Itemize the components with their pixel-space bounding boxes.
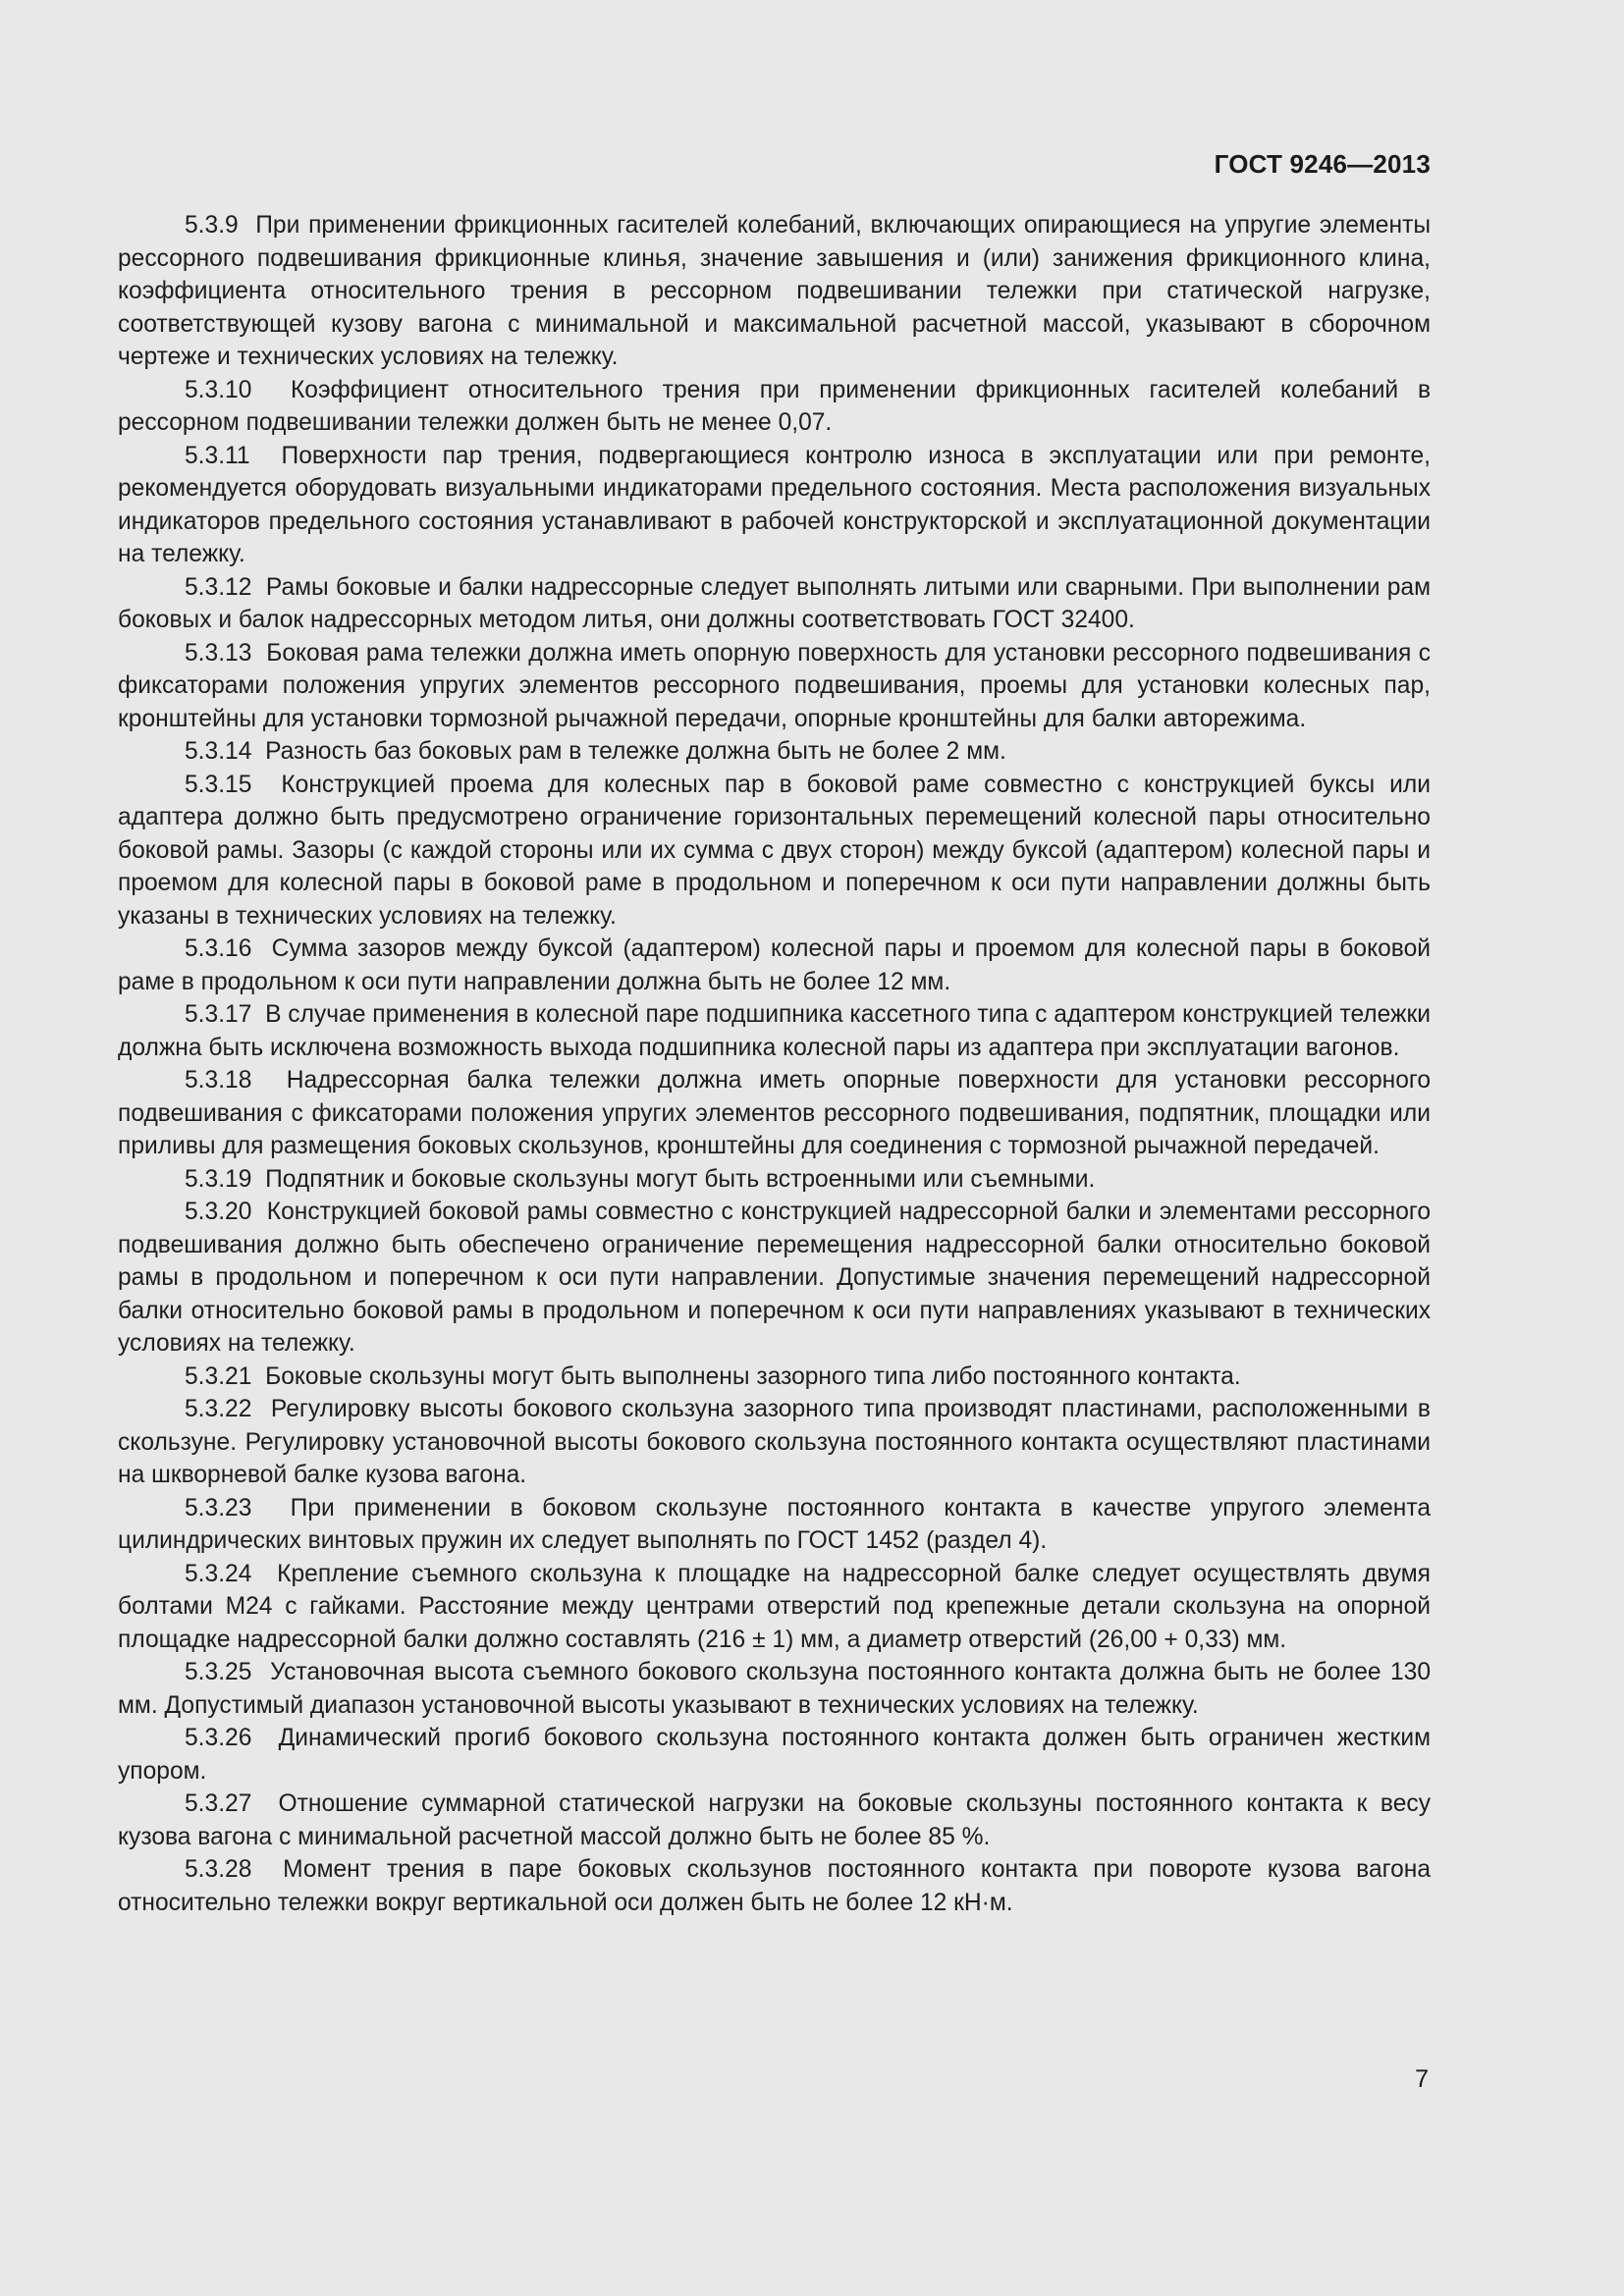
paragraph-text: Рамы боковые и балки надрессорные следует выполнять литыми или сварными. При выполнении рам боковых и балок надрессорных методом литья, они должны соответствовать ГОСТ 32400. — [118, 573, 1431, 633]
paragraph-text: Подпятник и боковые скользуны могут быть встроенными или съемными. — [265, 1165, 1096, 1193]
paragraph — [118, 1853, 1431, 1919]
paragraph-number: 5.3.25 — [185, 1659, 252, 1685]
paragraph-text: Коэффициент относительного трения при применении фрикционных гасителей колебаний в рессорном подвешивании тележки должен быть не менее 0,07. — [118, 376, 1432, 436]
paragraph — [118, 1361, 1431, 1394]
paragraph-number: 5.3.12 — [185, 573, 252, 601]
paragraph-number: 5.3.24 — [185, 1560, 252, 1587]
paragraph-text: При применении фрикционных гасителей колебаний, включающих опирающиеся на упругие элементы рессорного подвешивания фрикционные клинья, значение завышения и (или) занижения фрикционного клина, коэффициента относительного трения в рессорном подвешивании тележки при статической нагрузке, соответствующей кузову вагона с минимальной и максимальной расчетной массой, указывают в сборочном чертеже и технических условиях на тележку. — [118, 212, 1432, 370]
paragraph — [118, 1656, 1431, 1722]
paragraph-text: Боковые скользуны могут быть выполнены зазорного типа либо постоянного контакта. — [265, 1362, 1241, 1390]
paragraph-text: Крепление съемного скользуна к площадке на надрессорной балке следует осуществлять двумя болтами М24 с гайками. Расстояние между центрами отверстий под крепежные детали скользуна на опорной площадке надрессорной балки должно составлять (216 ± 1) мм, а диаметр отверстий (26,00 + 0,33) мм. — [118, 1560, 1431, 1653]
paragraph-number: 5.3.19 — [185, 1165, 252, 1193]
paragraph — [118, 769, 1431, 934]
paragraph — [118, 374, 1431, 440]
paragraph — [118, 1393, 1431, 1492]
paragraph — [118, 440, 1431, 571]
paragraph-number: 5.3.16 — [185, 935, 252, 962]
paragraph-number: 5.3.27 — [185, 1790, 252, 1817]
paragraph-text: Сумма зазоров между буксой (адаптером) колесной пары и проемом для колесной пары в боковой раме в продольном к оси пути направлении должна быть не более 12 мм. — [118, 935, 1431, 995]
paragraph — [118, 1492, 1431, 1558]
paragraph-number: 5.3.18 — [185, 1067, 252, 1094]
paragraph — [118, 571, 1431, 637]
paragraph — [118, 1558, 1431, 1657]
paragraph — [118, 1163, 1431, 1197]
paragraph — [118, 1064, 1431, 1163]
paragraph — [118, 1722, 1431, 1788]
paragraph-text: Боковая рама тележки должна иметь опорную поверхность для установки рессорного подвешивания с фиксаторами положения упругих элементов рессорного подвешивания, проемы для установки колесных пар, кронштейны для установки тормозной рычажной передачи, опорные кронштейны для балки авторежима. — [118, 639, 1431, 732]
paragraph-number: 5.3.10 — [185, 376, 252, 403]
page-number: 7 — [1415, 2065, 1429, 2093]
paragraph-number: 5.3.11 — [185, 442, 250, 469]
document-body — [118, 209, 1431, 1919]
paragraph-number: 5.3.22 — [185, 1396, 252, 1422]
paragraph-number: 5.3.14 — [185, 738, 252, 765]
paragraph-number: 5.3.20 — [185, 1199, 252, 1225]
paragraph-text: Момент трения в паре боковых скользунов постоянного контакта при повороте кузова вагона относительно тележки вокруг вертикальной оси должен быть не более 12 кН·м. — [118, 1856, 1432, 1916]
paragraph-text: Установочная высота съемного бокового скользуна постоянного контакта должна быть не более 130 мм. Допустимый диапазон установочной высоты указывают в технических условиях на тележку. — [118, 1659, 1431, 1719]
paragraph-text: В случае применения в колесной паре подшипника кассетного типа с адаптером конструкцией тележки должна быть исключена возможность выхода подшипника колесной пары из адаптера при эксплуатации вагонов. — [118, 1001, 1432, 1061]
paragraph-text: Отношение суммарной статической нагрузки на боковые скользуны постоянного контакта к весу кузова вагона с минимальной расчетной массой должно быть не более 85 %. — [118, 1790, 1431, 1850]
paragraph — [118, 933, 1431, 998]
paragraph-text: При применении в боковом скользуне постоянного контакта в качестве упругого элемента цилиндрических винтовых пружин их следует выполнять по ГОСТ 1452 (раздел 4). — [118, 1494, 1431, 1554]
paragraph — [118, 637, 1431, 736]
paragraph-number: 5.3.23 — [185, 1494, 252, 1522]
paragraph-number: 5.3.9 — [185, 212, 239, 239]
paragraph-text: Надрессорная балка тележки должна иметь опорные поверхности для установки рессорного подвешивания с фиксаторами положения упругих элементов рессорного подвешивания, подпятник, площадки или приливы для размещения боковых скользунов, кронштейны для соединения с тормозной рычажной передачей. — [118, 1067, 1432, 1159]
paragraph-text: Динамический прогиб бокового скользуна постоянного контакта должен быть ограничен жестким упором. — [118, 1725, 1431, 1785]
paragraph-number: 5.3.26 — [185, 1725, 252, 1751]
paragraph-number: 5.3.17 — [185, 1001, 252, 1028]
paragraph-number: 5.3.21 — [185, 1362, 252, 1390]
paragraph — [118, 1788, 1431, 1853]
paragraph — [118, 209, 1431, 374]
paragraph-text: Разность баз боковых рам в тележке должна быть не более 2 мм. — [265, 738, 1006, 765]
paragraph-number: 5.3.28 — [185, 1856, 252, 1883]
paragraph — [118, 998, 1431, 1064]
paragraph-text: Конструкцией проема для колесных пар в боковой раме совместно с конструкцией буксы или адаптера должно быть предусмотрено ограничение горизонтальных перемещений колесной пары относительно боковой рамы. Зазоры (с каждой стороны или их сумма с двух сторон) между буксой (адаптером) колесной пары и проемом для колесной пары в боковой раме в продольном и поперечном к оси пути направлении должны быть указаны в технических условиях на тележку. — [118, 771, 1431, 930]
paragraph — [118, 735, 1431, 769]
paragraph — [118, 1196, 1431, 1361]
standard-designation: ГОСТ 9246—2013 — [1214, 149, 1431, 179]
paragraph-number: 5.3.13 — [185, 639, 252, 667]
paragraph-number: 5.3.15 — [185, 771, 252, 798]
paragraph-text: Поверхности пар трения, подвергающиеся контролю износа в эксплуатации или при ремонте, рекомендуется оборудовать визуальными индикаторами предельного состояния. Места расположения визуальных индикаторов предельного состояния устанавливают в рабочей конструкторской и эксплуатационной документации на тележку. — [118, 442, 1431, 567]
paragraph-text: Конструкцией боковой рамы совместно с конструкцией надрессорной балки и элементами рессорного подвешивания должно быть обеспечено ограничение перемещения надрессорной балки относительно боковой рамы в продольном и поперечном к оси пути направлении. Допустимые значения перемещений надрессорной балки относительно боковой рамы в продольном и поперечном к оси пути направлениях указывают в технических условиях на тележку. — [118, 1199, 1431, 1357]
paragraph-text: Регулировку высоты бокового скользуна зазорного типа производят пластинами, расположенными в скользуне. Регулировку установочной высоты бокового скользуна постоянного контакта осуществляют пластинами на шкворневой балке кузова вагона. — [118, 1396, 1431, 1488]
